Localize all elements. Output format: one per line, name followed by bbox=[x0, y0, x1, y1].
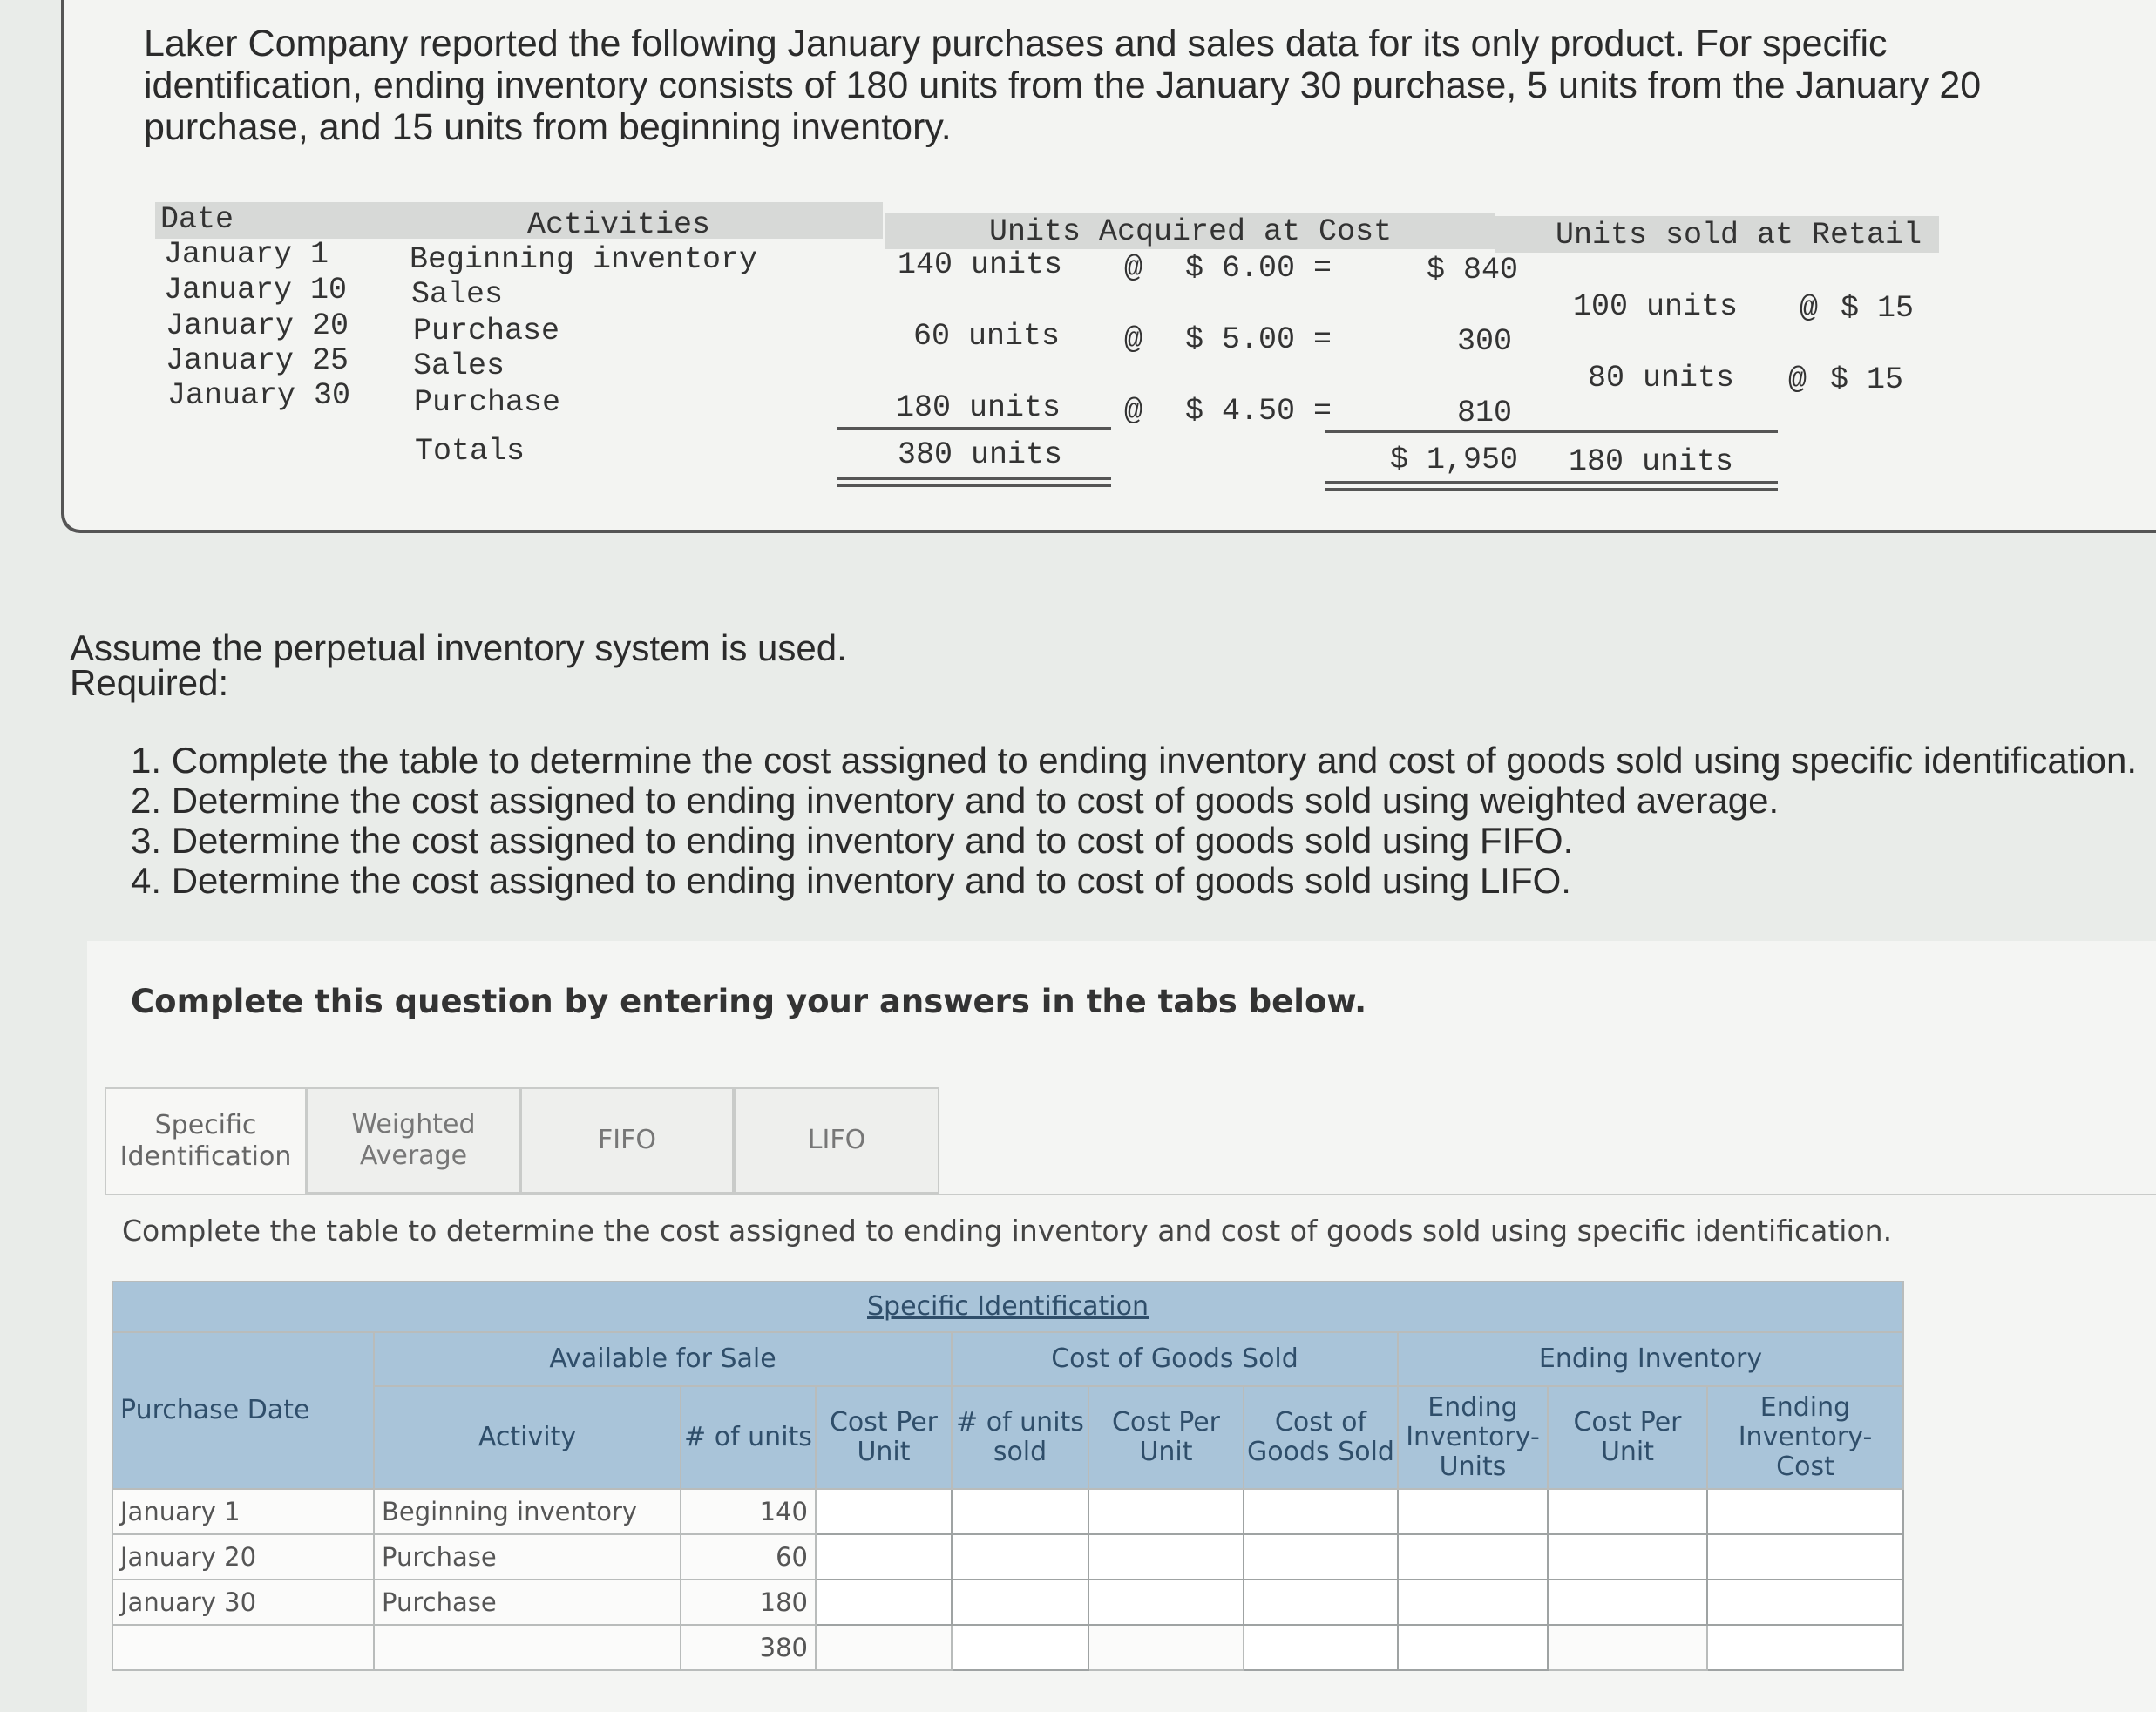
requirement-item: 1. Complete the table to determine the cost assigned to ending inventory and cost of goods sold using specific identification. bbox=[131, 740, 2138, 781]
purchase-date-cell: January 30 bbox=[112, 1580, 374, 1625]
ending-units-input[interactable] bbox=[1398, 1534, 1548, 1580]
col-ending-cost-per-unit: Cost Per Unit bbox=[1548, 1386, 1707, 1489]
row-at: @ bbox=[1124, 394, 1143, 429]
cost-per-unit-input[interactable] bbox=[816, 1580, 952, 1625]
double-rule bbox=[1325, 488, 1778, 491]
col-purchase-date: Purchase Date bbox=[112, 1332, 374, 1489]
ending-units-input[interactable] bbox=[1398, 1489, 1548, 1534]
cost-of-goods-sold-input[interactable] bbox=[1244, 1534, 1398, 1580]
row-total: 300 bbox=[1457, 324, 1513, 359]
total-blank-cell bbox=[1088, 1625, 1244, 1670]
cost-of-goods-sold-input[interactable] bbox=[1244, 1489, 1398, 1534]
table-total-row bbox=[112, 1625, 1903, 1670]
requirement-item: 4. Determine the cost assigned to ending inventory and to cost of goods sold using LIFO. bbox=[131, 860, 1571, 901]
row-retail: $ 15 bbox=[1841, 291, 1915, 326]
totals-units: 380 units bbox=[898, 437, 1063, 472]
row-activity: Purchase bbox=[414, 385, 561, 420]
row-date: January 1 bbox=[164, 237, 329, 272]
units-cell: 60 bbox=[681, 1534, 816, 1580]
total-blank-cell bbox=[374, 1625, 681, 1670]
cost-per-unit-input[interactable] bbox=[816, 1489, 952, 1534]
row-date: January 25 bbox=[166, 343, 349, 378]
required-label: Required: bbox=[70, 662, 229, 703]
total-blank-cell bbox=[1548, 1625, 1707, 1670]
units-sold-input[interactable] bbox=[952, 1489, 1088, 1534]
row-units: 60 units bbox=[913, 319, 1061, 354]
row-date: January 10 bbox=[164, 273, 348, 308]
table-title-cell bbox=[112, 1282, 1903, 1332]
row-sold-at: @ bbox=[1788, 362, 1807, 397]
purchase-date-cell: January 20 bbox=[112, 1534, 374, 1580]
header-units-acquired: Units Acquired at Cost bbox=[989, 214, 1393, 249]
subtotal-rule bbox=[837, 427, 1111, 430]
col-ending-units: Ending Inventory- Units bbox=[1398, 1386, 1548, 1489]
tab-label: FIFO bbox=[598, 1125, 656, 1155]
row-at: @ bbox=[1124, 322, 1143, 357]
row-total: 810 bbox=[1457, 396, 1513, 430]
total-blank-cell bbox=[112, 1625, 374, 1670]
cost-of-goods-sold-input[interactable] bbox=[1244, 1580, 1398, 1625]
cost-per-unit-input[interactable] bbox=[816, 1534, 952, 1580]
tab-label: Identification bbox=[119, 1141, 292, 1172]
units-sold-input[interactable] bbox=[952, 1580, 1088, 1625]
total-ending-units-input[interactable] bbox=[1398, 1625, 1548, 1670]
row-cost: $ 4.50 = bbox=[1185, 394, 1332, 429]
row-date: January 30 bbox=[167, 378, 351, 413]
ending-cost-per-unit-input[interactable] bbox=[1548, 1580, 1707, 1625]
ending-cost-per-unit-input[interactable] bbox=[1548, 1489, 1707, 1534]
units-sold-input[interactable] bbox=[952, 1534, 1088, 1580]
col-units-sold: # of units sold bbox=[952, 1386, 1088, 1489]
row-units: 180 units bbox=[896, 390, 1061, 425]
tab-label: Specific bbox=[154, 1110, 257, 1140]
total-units-sold-input[interactable] bbox=[952, 1625, 1088, 1670]
header-units-sold: Units sold at Retail bbox=[1556, 218, 1922, 253]
group-ending-inventory: Ending Inventory bbox=[1398, 1332, 1903, 1386]
total-ending-cost-input[interactable] bbox=[1707, 1625, 1903, 1670]
table-row bbox=[112, 1580, 1903, 1625]
row-at: @ bbox=[1124, 251, 1143, 286]
purchase-date-cell: January 1 bbox=[112, 1489, 374, 1534]
tab-strip-divider bbox=[105, 1194, 2156, 1195]
units-cell: 180 bbox=[681, 1580, 816, 1625]
row-units: 140 units bbox=[898, 247, 1063, 282]
total-cost-of-goods-sold-input[interactable] bbox=[1244, 1625, 1398, 1670]
col-ending-cost: Ending Inventory- Cost bbox=[1707, 1386, 1903, 1489]
total-units-cell: 380 bbox=[681, 1625, 816, 1670]
tab-lifo[interactable] bbox=[734, 1087, 939, 1194]
cogs-cost-per-unit-input[interactable] bbox=[1088, 1489, 1244, 1534]
row-date: January 20 bbox=[166, 308, 349, 343]
subtotal-rule bbox=[1325, 430, 1778, 433]
double-rule bbox=[837, 484, 1111, 487]
tab-label: Weighted bbox=[351, 1109, 476, 1140]
tab-fifo[interactable] bbox=[520, 1087, 734, 1194]
activity-cell: Purchase bbox=[374, 1534, 681, 1580]
total-blank-cell bbox=[816, 1625, 952, 1670]
tab-label: Average bbox=[359, 1140, 468, 1171]
ending-cost-input[interactable] bbox=[1707, 1489, 1903, 1534]
tab-specific-identification[interactable] bbox=[105, 1087, 307, 1194]
table-row bbox=[112, 1534, 1903, 1580]
double-rule bbox=[837, 477, 1111, 480]
units-cell: 140 bbox=[681, 1489, 816, 1534]
totals-cost: $ 1,950 bbox=[1390, 443, 1519, 477]
row-retail: $ 15 bbox=[1830, 362, 1904, 397]
problem-intro: Laker Company reported the following January purchases and sales data for its only product. For specific identification, ending inventory consists of 180 units from the January 30 purchase, 5 units from the January 20 purchase, and 15 units from beginning inventory. bbox=[144, 23, 1982, 148]
totals-sold-units: 180 units bbox=[1569, 444, 1734, 479]
ending-cost-input[interactable] bbox=[1707, 1534, 1903, 1580]
activity-cell: Purchase bbox=[374, 1580, 681, 1625]
col-cogs-cost-per-unit: Cost Per Unit bbox=[1088, 1386, 1244, 1489]
header-activities: Activities bbox=[527, 207, 711, 242]
col-cost-of-goods-sold: Cost of Goods Sold bbox=[1244, 1386, 1398, 1489]
requirement-item: 3. Determine the cost assigned to ending inventory and to cost of goods sold using FIFO. bbox=[131, 820, 1574, 861]
row-total: $ 840 bbox=[1427, 253, 1519, 288]
ending-units-input[interactable] bbox=[1398, 1580, 1548, 1625]
row-sold-units: 80 units bbox=[1588, 361, 1735, 396]
activity-cell: Beginning inventory bbox=[374, 1489, 681, 1534]
col-cost-per-unit: Cost Per Unit bbox=[816, 1386, 952, 1489]
totals-label: Totals bbox=[415, 434, 525, 469]
data-table-header-band bbox=[155, 202, 883, 239]
header-date: Date bbox=[160, 202, 234, 237]
tab-instructions: Complete the table to determine the cost assigned to ending inventory and cost of goods sold using specific identification. bbox=[122, 1214, 1893, 1248]
table-title: Specific Identification bbox=[867, 1291, 1149, 1322]
row-cost: $ 6.00 = bbox=[1185, 251, 1332, 286]
assumption-text: Assume the perpetual inventory system is used. bbox=[70, 627, 847, 668]
answer-section-title: Complete this question by entering your answers in the tabs below. bbox=[131, 983, 1367, 1020]
row-sold-units: 100 units bbox=[1573, 289, 1739, 324]
row-activity: Sales bbox=[413, 348, 505, 383]
tab-label: LIFO bbox=[807, 1125, 866, 1155]
row-cost: $ 5.00 = bbox=[1185, 322, 1332, 357]
tab-weighted-average[interactable] bbox=[307, 1087, 520, 1194]
table-row bbox=[112, 1489, 1903, 1534]
row-sold-at: @ bbox=[1800, 291, 1819, 326]
requirements-list bbox=[131, 741, 2137, 901]
row-activity: Purchase bbox=[413, 314, 560, 348]
specific-identification-table bbox=[112, 1281, 1904, 1671]
row-activity: Beginning inventory bbox=[410, 242, 758, 277]
cogs-cost-per-unit-input[interactable] bbox=[1088, 1580, 1244, 1625]
ending-cost-per-unit-input[interactable] bbox=[1548, 1534, 1707, 1580]
double-rule bbox=[1325, 481, 1778, 484]
requirement-item: 2. Determine the cost assigned to ending inventory and to cost of goods sold using weighted average. bbox=[131, 780, 1780, 821]
row-activity: Sales bbox=[411, 277, 504, 312]
col-num-units: # of units bbox=[681, 1386, 816, 1489]
group-cost-of-goods-sold: Cost of Goods Sold bbox=[952, 1332, 1398, 1386]
ending-cost-input[interactable] bbox=[1707, 1580, 1903, 1625]
col-activity: Activity bbox=[374, 1386, 681, 1489]
cogs-cost-per-unit-input[interactable] bbox=[1088, 1534, 1244, 1580]
group-available-for-sale: Available for Sale bbox=[374, 1332, 952, 1386]
